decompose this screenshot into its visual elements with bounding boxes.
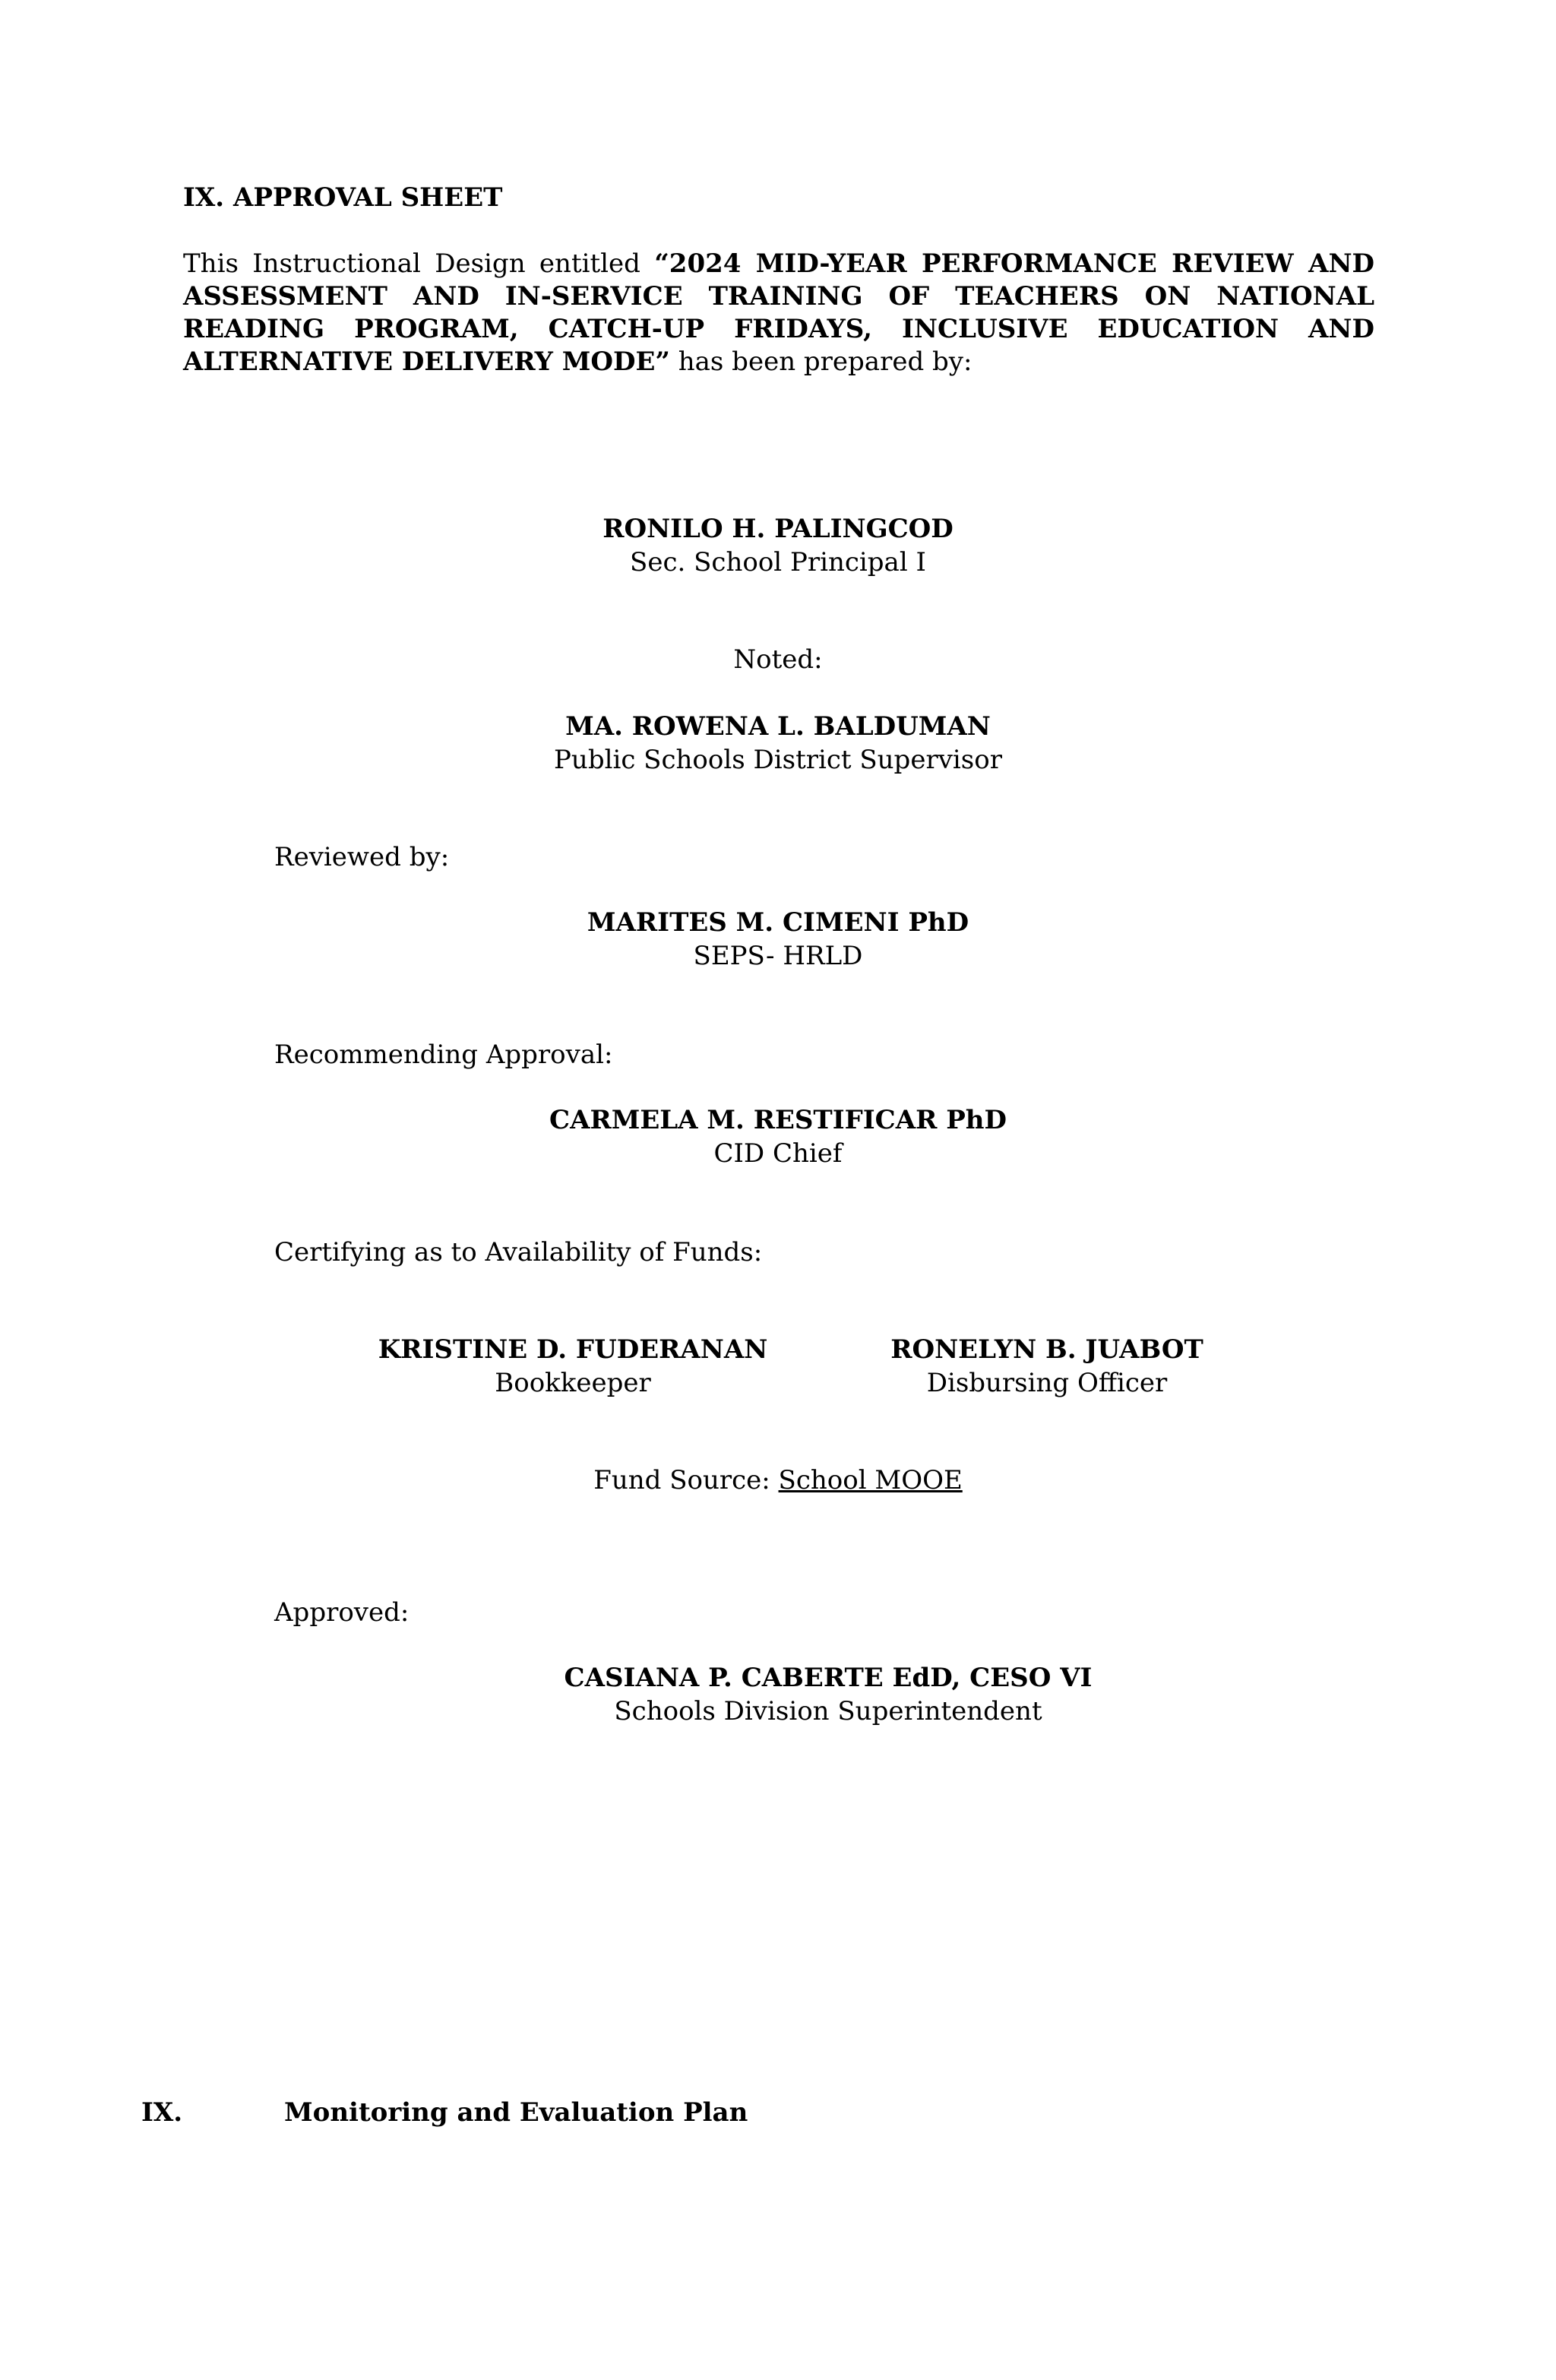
- approved-name: CASIANA P. CABERTE EdD, CESO VI: [564, 1663, 1093, 1693]
- noted-name: MA. ROWENA L. BALDUMAN: [565, 711, 991, 742]
- prepared-by-name: RONILO H. PALINGCOD: [602, 514, 954, 544]
- noted-label-block: [0, 643, 1556, 676]
- bookkeeper-name: KRISTINE D. FUDERANAN: [378, 1334, 768, 1365]
- recommending-block: [0, 1103, 1556, 1170]
- approved-position: Schools Division Superintendent: [614, 1696, 1042, 1726]
- approved-label: Approved:: [274, 1597, 410, 1628]
- noted-block: [0, 710, 1556, 777]
- funds-label: Certifying as to Availability of Funds:: [274, 1237, 763, 1268]
- next-section-title: Monitoring and Evaluation Plan: [284, 2097, 748, 2128]
- section-heading: IX. APPROVAL SHEET: [183, 182, 503, 213]
- reviewed-block: [0, 906, 1556, 973]
- intro-paragraph: [183, 248, 1374, 378]
- reviewed-name: MARITES M. CIMENI PhD: [587, 907, 969, 938]
- recommending-position: CID Chief: [713, 1138, 843, 1169]
- noted-label: Noted:: [733, 644, 823, 675]
- reviewed-label: Reviewed by:: [274, 842, 450, 872]
- recommending-name: CARMELA M. RESTIFICAR PhD: [549, 1105, 1007, 1135]
- approved-block: [555, 1661, 1102, 1728]
- fund-source-value: School MOOE: [778, 1465, 963, 1495]
- prepared-by-position: Sec. School Principal I: [630, 547, 926, 578]
- disbursing-officer-name: RONELYN B. JUABOT: [890, 1334, 1203, 1365]
- bookkeeper-position: Bookkeeper: [495, 1368, 651, 1398]
- prepared-by-block: [0, 512, 1556, 579]
- fund-source-block: [0, 1464, 1556, 1497]
- document-title: “2024 MID-YEAR PERFORMANCE REVIEW AND ASSESSMENT AND IN-SERVICE TRAINING OF TEACHERS ON NATIONAL READING PROGRAM, CATCH-UP FRIDAYS, INCLUSIVE EDUCATION AND ALTERNATIVE DELIVERY MODE”: [183, 248, 1375, 377]
- bookkeeper-block: [360, 1333, 786, 1400]
- reviewed-position: SEPS- HRLD: [693, 941, 863, 971]
- disbursing-officer-position: Disbursing Officer: [926, 1368, 1168, 1398]
- disbursing-officer-block: [834, 1333, 1260, 1400]
- next-section-number: IX.: [141, 2097, 183, 2128]
- recommending-label: Recommending Approval:: [274, 1040, 613, 1070]
- noted-position: Public Schools District Supervisor: [554, 745, 1002, 775]
- intro-lead: This Instructional Design entitled: [183, 248, 655, 279]
- fund-source-label: Fund Source:: [593, 1465, 779, 1495]
- intro-tail: has been prepared by:: [669, 347, 972, 377]
